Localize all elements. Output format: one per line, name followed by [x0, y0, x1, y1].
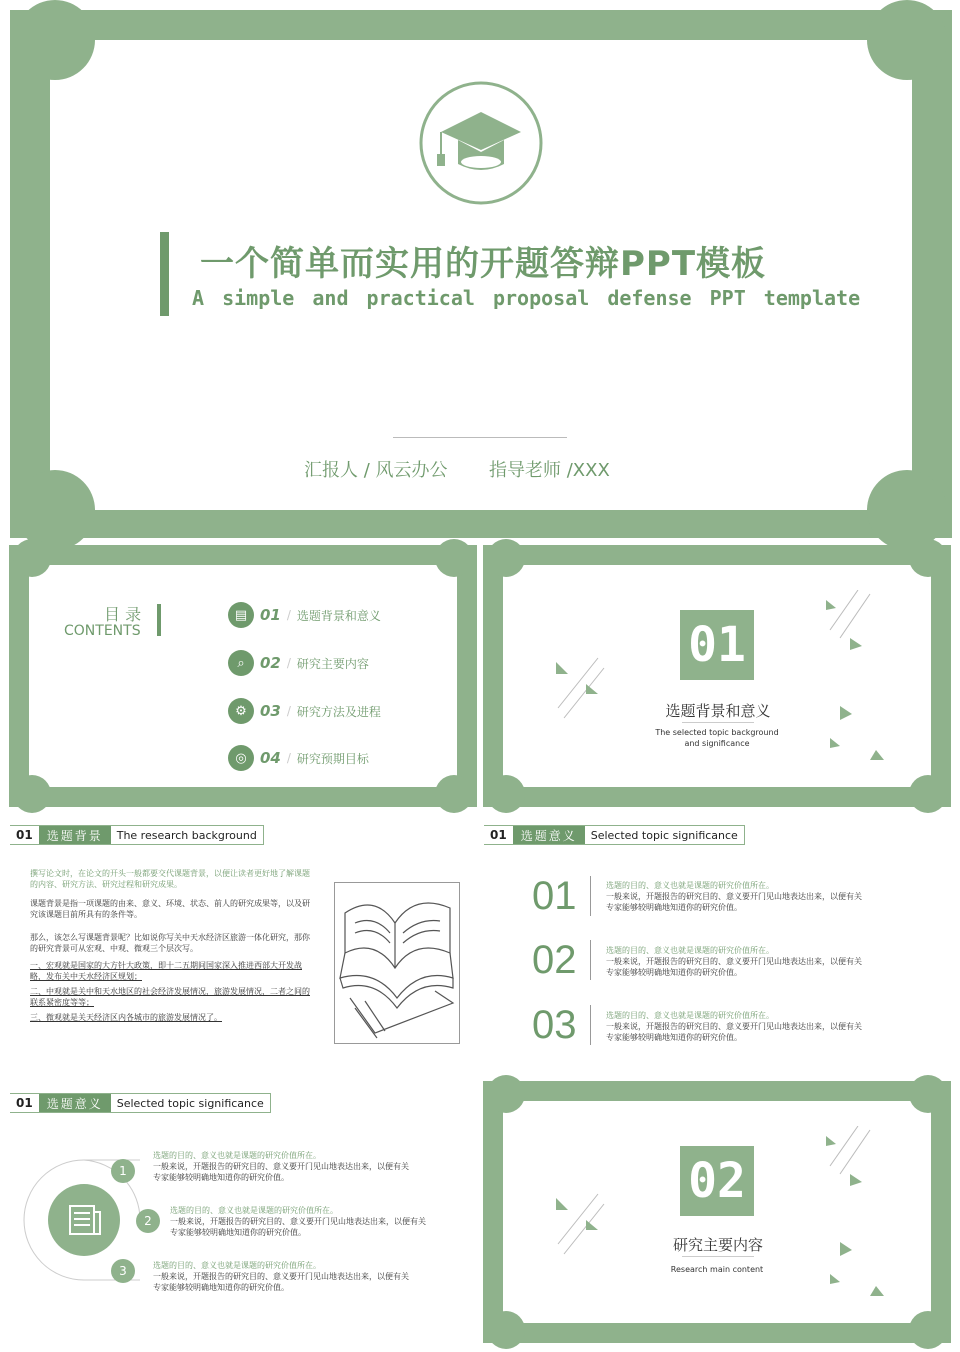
section1-title-en-2: and significance	[684, 739, 750, 748]
significance-item-1: 选题的目的、意义也就是课题的研究价值所在。 一般来说，开题报告的研究目的、意义要开门见山地表达出来，以便有关 专家能够较明确地知道你的研究价值。	[606, 881, 862, 912]
significance2-item-3: 选题的目的、意义也就是课题的研究价值所在。 一般来说，开题报告的研究目的、意义要开门见山地表达出来，以便有关 专家能够较明确地知道你的研究价值。	[153, 1261, 409, 1292]
open-books-sketch	[335, 883, 459, 1043]
significance-num-1: 01	[532, 874, 577, 918]
title-bar	[160, 232, 169, 316]
significance-num-3: 03	[532, 1003, 577, 1047]
section1-title-en-1: The selected topic background	[655, 728, 779, 737]
background-p2: 课题背景是指一项课题的由来、意义、环境、状态、前人的研究成果等，以及研究该课题目前所具有的条件等。	[30, 899, 310, 919]
cover-advisor: 指导老师 /XXX	[489, 460, 610, 481]
section1-title-cn: 选题背景和意义	[665, 702, 771, 720]
background-header: 01 选题背景 The research background	[10, 825, 264, 845]
toc-item-1[interactable]: ▤ 01 / 选题背景和意义	[228, 602, 381, 628]
toc-item-4[interactable]: ◎ 04 / 研究预期目标	[228, 745, 369, 771]
significance-item-3: 选题的目的、意义也就是课题的研究价值所在。 一般来说，开题报告的研究目的、意义要开门见山地表达出来，以便有关 专家能够较明确地知道你的研究价值。	[606, 1011, 862, 1042]
significance-num-2: 02	[532, 938, 577, 982]
cover-title-en: A simple and practical proposal defense PPT template	[192, 286, 861, 310]
toc-bar	[157, 604, 161, 636]
section2-title-cn: 研究主要内容	[672, 1236, 763, 1254]
gear-icon: ⚙	[228, 698, 254, 724]
significance2-item-2: 选题的目的、意义也就是课题的研究价值所在。 一般来说，开题报告的研究目的、意义要开门见山地表达出来，以便有关 专家能够较明确地知道你的研究价值。	[170, 1206, 426, 1237]
background-text	[30, 868, 314, 1023]
significance2-num-1: 1	[111, 1159, 135, 1183]
toc-title-cn: 目 录	[104, 605, 142, 624]
document-icon: ▤	[228, 602, 254, 628]
significance2-num-3: 3	[111, 1259, 135, 1283]
section2-title-en: Research main content	[670, 1265, 764, 1274]
background-l3: 三、微观就是关天经济区内各城市的旅游发展情况了。	[30, 1013, 222, 1022]
significance2-header: 01 选题意义 Selected topic significance	[10, 1093, 271, 1113]
section1-number: 01	[680, 610, 754, 680]
search-icon: ⌕	[228, 650, 254, 676]
significance2-num-2: 2	[136, 1209, 160, 1233]
significance-header: 01 选题意义 Selected topic significance	[484, 825, 745, 845]
cover-divider	[393, 437, 567, 438]
cover-title-cn: 一个简单而实用的开题答辩PPT模板	[200, 244, 767, 284]
significance2-item-1: 选题的目的、意义也就是课题的研究价值所在。 一般来说，开题报告的研究目的、意义要开门见山地表达出来，以便有关 专家能够较明确地知道你的研究价值。	[153, 1151, 409, 1182]
section2-number: 02	[680, 1146, 754, 1216]
significance-item-2: 选题的目的、意义也就是课题的研究价值所在。 一般来说，开题报告的研究目的、意义要开门见山地表达出来，以便有关 专家能够较明确地知道你的研究价值。	[606, 946, 862, 977]
decorative-triangles	[540, 590, 900, 770]
background-l2: 二、中观就是关中和天水地区的社会经济发展情况，旅游发展情况，二者之间的联系紧密度等等；	[30, 987, 310, 1007]
background-l1: 一、宏观就是国家的大方针大政策，即十二五期间国家深入推进西部大开发战略，发布关中天水经济区规划；	[30, 961, 302, 981]
decorative-triangles-2	[540, 1126, 900, 1306]
toc-item-3[interactable]: ⚙ 03 / 研究方法及进程	[228, 698, 381, 724]
background-p3: 那么，该怎么写课题背景呢？比如说你写关中天水经济区旅游一体化研究，那你的研究背景可从宏观、中观、微观三个层次写。	[30, 933, 310, 953]
cover-reporter: 汇报人 / 风云办公	[304, 460, 448, 481]
background-p1: 撰写论文时，在论文的开头一般都要交代课题背景，以便让读者更好地了解课题的内容、研究方法、研究过程和研究成果。	[30, 869, 310, 889]
toc-item-2[interactable]: ⌕ 02 / 研究主要内容	[228, 650, 369, 676]
graduation-cap-icon	[418, 80, 544, 206]
target-icon: ◎	[228, 745, 254, 771]
toc-title-en: CONTENTS	[64, 623, 141, 639]
books-image-frame	[334, 882, 460, 1044]
